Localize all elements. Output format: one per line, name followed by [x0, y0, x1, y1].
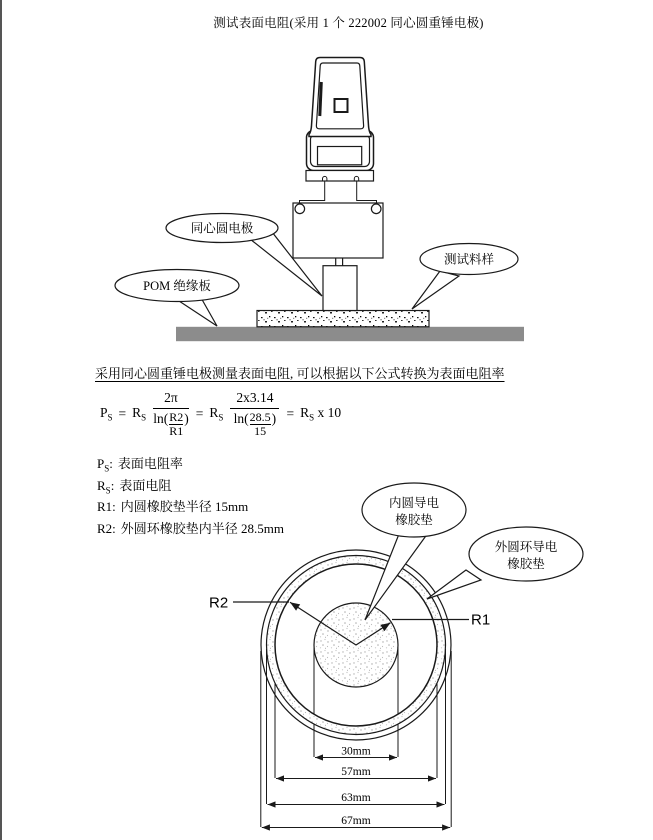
callout-outer-pad-label-2: 橡胶垫: [507, 557, 545, 571]
inner-fraction-r2r1: R2 R1: [169, 410, 184, 439]
callout-sample-label: 测试料样: [443, 252, 495, 267]
section-heading: 采用同心圆重锤电极测量表面电阻, 可以根据以下公式转换为表面电阻率: [95, 366, 505, 381]
equals-sign: =: [118, 406, 127, 422]
callout-inner-pad: [362, 483, 466, 620]
callout-inner-pad-label-2: 橡胶垫: [395, 513, 433, 527]
callout-outer-pad-pointer: [427, 570, 481, 599]
binding-post-left: [295, 204, 305, 214]
handle-shade-edge: [320, 82, 322, 116]
binding-post-right: [371, 204, 381, 214]
formula-ps: $P_S$: [100, 405, 113, 424]
callout-outer-pad: [427, 527, 583, 599]
wire-right: [357, 181, 377, 204]
callout-outer-pad-label-1: 外圆环导电: [494, 540, 558, 554]
electrode-foot: [323, 266, 357, 311]
definition-row-rs: $R_S$: 表面电阻: [97, 477, 172, 496]
electrode-neck: [336, 258, 343, 265]
r2-label: R2: [209, 594, 229, 612]
dim-label-67mm: 67mm: [341, 815, 371, 827]
pom-board: [176, 327, 524, 341]
formula-rs: $R_S$: [209, 405, 224, 424]
tester-base-plate: [306, 171, 374, 182]
equals-sign: =: [195, 406, 204, 422]
fraction-numeric: 2x3.14 ln( 28.5 15 ): [230, 390, 279, 438]
callout-inner-pad-pointer: [365, 533, 428, 620]
dim-label-57mm: 57mm: [341, 766, 371, 778]
callout-sample: [412, 244, 518, 310]
electrode-apparatus-diagram: [0, 50, 653, 355]
wire-left: [300, 181, 325, 204]
dim-label-63mm: 63mm: [341, 792, 371, 804]
concentric-pad-diagram: [0, 477, 653, 840]
surface-resistivity-formula: [97, 390, 344, 438]
equals-sign: =: [286, 406, 295, 422]
callout-pom: [115, 270, 239, 327]
formula-rs: $R_S$: [132, 405, 147, 424]
callout-sample-pointer: [412, 271, 459, 309]
electrode-body: [293, 203, 383, 258]
definition-row-ps: $P_S$: 表面电阻率: [97, 456, 183, 474]
display-window: [318, 147, 362, 165]
r1-label: R1: [471, 611, 491, 629]
callout-outer-pad-balloon: [469, 527, 583, 581]
callout-electrode-label: 同心圆电极: [190, 221, 254, 236]
definition-row-r2: R2: 外圆环橡胶垫内半径 28.5mm: [97, 520, 285, 536]
fraction-symbolic: 2π ln( R2 R1 ): [153, 390, 189, 439]
formula-result: $R_S$ x 10: [300, 405, 342, 424]
definition-row-r1: R1: 内圆橡胶垫半径 15mm: [97, 499, 249, 514]
callout-inner-pad-balloon: [362, 483, 466, 537]
handle-button: [335, 99, 348, 112]
callout-inner-pad-label-1: 内圆导电: [388, 496, 440, 510]
callout-pom-label: POM 绝缘板: [143, 279, 211, 293]
test-sample: [257, 311, 429, 327]
dim-label-30mm: 30mm: [341, 745, 371, 758]
inner-fraction-values: 28.5 15: [249, 410, 271, 439]
page-title: 测试表面电阻(采用 1 个 222002 同心圆重锤电极): [213, 16, 484, 30]
